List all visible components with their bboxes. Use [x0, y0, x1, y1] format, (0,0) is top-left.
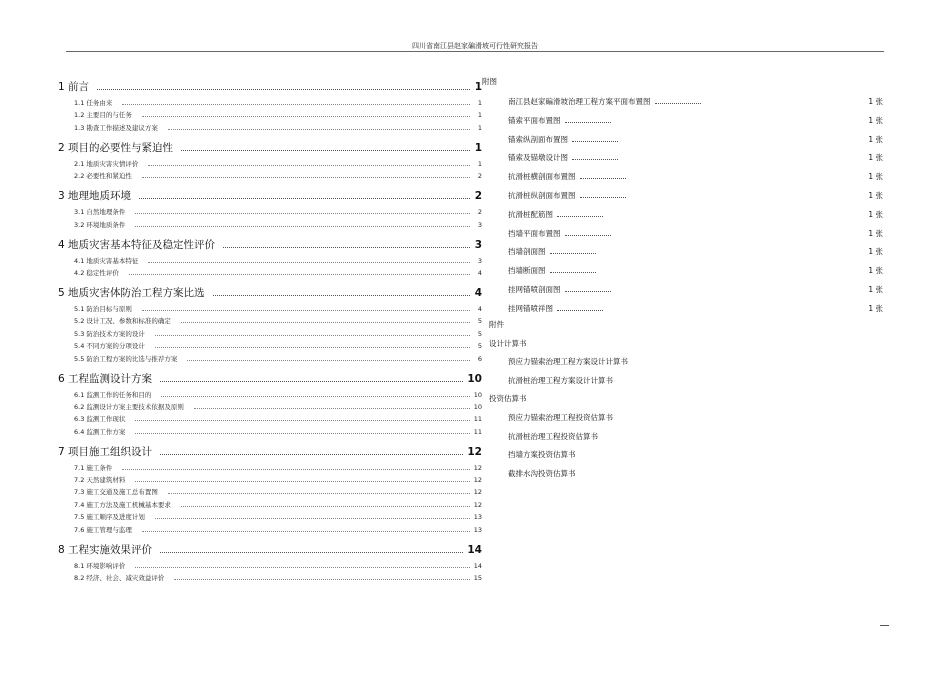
attached-figures-list	[508, 96, 883, 322]
toc-section[interactable]	[58, 525, 482, 534]
toc-chapter-page: 4	[474, 286, 482, 299]
toc-section-title: 1.3 勘查工作描述及建议方案	[74, 123, 158, 132]
toc-leader	[135, 225, 470, 227]
toc-section-title: 7.6 施工管理与监理	[74, 525, 132, 534]
toc-section-page: 12	[473, 476, 482, 485]
figure-count: 1 张	[868, 115, 883, 125]
toc-chapter-title: 8 工程实施效果评价	[58, 543, 153, 556]
attached-figure-item[interactable]	[508, 246, 883, 265]
toc-chapter[interactable]	[58, 542, 482, 554]
toc-chapter[interactable]	[58, 285, 482, 297]
figure-count: 1 张	[868, 209, 883, 219]
toc-section-page: 11	[473, 415, 482, 424]
figure-count: 1 张	[868, 134, 883, 144]
toc-section-title: 5.5 防治工程方案的比选与推荐方案	[74, 354, 178, 363]
attached-figure-item[interactable]	[508, 228, 883, 247]
toc-section-page: 4	[477, 268, 482, 277]
toc-section-title: 8.1 环境影响评价	[74, 561, 126, 570]
toc-section[interactable]	[58, 220, 482, 229]
toc-leader	[142, 309, 470, 311]
table-of-contents	[58, 79, 482, 582]
toc-leader	[142, 530, 470, 532]
corner-mark	[880, 625, 889, 626]
figure-count: 1 张	[868, 97, 883, 106]
toc-chapter-page: 12	[467, 445, 482, 458]
appendix-item[interactable]: 截排水沟投资估算书	[508, 468, 576, 478]
toc-section-title: 4.1 地质灾害基本特征	[74, 256, 139, 265]
toc-section-page: 4	[477, 304, 482, 313]
figure-count: 1 张	[868, 247, 883, 257]
figure-leader	[580, 196, 626, 198]
toc-section-page: 5	[477, 329, 482, 338]
toc-leader	[223, 246, 470, 248]
appendix-item[interactable]: 预应力锚索治理工程投资估算书	[508, 412, 613, 422]
toc-section-title: 2.1 地质灾害灾情评价	[74, 159, 139, 168]
appendix-group-title: 投资估算书	[489, 394, 527, 404]
toc-section-page: 2	[477, 208, 482, 217]
toc-section[interactable]	[58, 171, 482, 180]
toc-section-title: 6.4 监测工作方案	[74, 427, 126, 436]
toc-leader	[135, 419, 469, 421]
toc-chapter[interactable]	[58, 79, 482, 91]
attached-figure-item[interactable]	[508, 190, 883, 209]
figure-count: 1 张	[868, 228, 883, 238]
toc-chapter-title: 4 地质灾害基本特征及稳定性评价	[58, 238, 216, 251]
toc-chapter[interactable]	[58, 371, 482, 383]
appendix-section	[489, 319, 628, 486]
toc-section[interactable]	[58, 573, 482, 582]
toc-section-page: 5	[477, 317, 482, 326]
toc-chapter[interactable]	[58, 140, 482, 152]
toc-section[interactable]	[58, 110, 482, 119]
toc-section-title: 5.4 不同方案的分项设计	[74, 342, 145, 351]
appendix-group-title: 设计计算书	[489, 338, 527, 348]
attached-figure-item[interactable]	[508, 115, 883, 134]
toc-section-title: 1.1 任务由来	[74, 99, 113, 107]
header-rule	[66, 51, 884, 52]
figure-count: 1 张	[868, 172, 883, 182]
toc-leader	[168, 492, 470, 494]
figure-leader	[572, 140, 618, 142]
toc-section-page: 1	[477, 111, 482, 120]
toc-section-page: 1	[477, 123, 482, 132]
toc-section-page: 5	[477, 342, 482, 351]
toc-leader	[122, 103, 470, 105]
toc-section-page: 14	[473, 561, 482, 570]
figure-title: 挡墙平面布置图	[508, 228, 561, 238]
toc-leader	[155, 346, 470, 348]
toc-chapter-title: 3 地理地质环境	[58, 190, 132, 203]
toc-leader	[174, 578, 469, 580]
toc-section-title: 2.2 必要性和紧迫性	[74, 172, 132, 181]
toc-chapter[interactable]	[58, 188, 482, 203]
toc-leader	[122, 468, 469, 470]
figure-leader	[572, 158, 618, 160]
toc-chapter-title: 2 项目的必要性与紧迫性	[58, 141, 174, 154]
figure-title: 锚索平面布置图	[508, 115, 561, 125]
figure-title: 抗滑桩纵剖面布置图	[508, 190, 576, 200]
toc-section-page: 1	[477, 159, 482, 168]
toc-section-title: 7.4 施工方法及施工机械基本要求	[74, 500, 171, 509]
figure-count: 1 张	[868, 153, 883, 163]
attached-figure-item[interactable]	[508, 96, 883, 115]
figure-title: 挡墙断面图	[508, 266, 546, 276]
toc-section[interactable]	[58, 512, 482, 521]
toc-leader	[160, 453, 463, 455]
toc-section-title: 5.1 防治目标与原则	[74, 304, 132, 313]
toc-section[interactable]	[58, 561, 482, 570]
toc-section-page: 3	[477, 220, 482, 229]
toc-section[interactable]	[58, 475, 482, 484]
figure-leader	[655, 102, 701, 104]
toc-section[interactable]	[58, 256, 482, 265]
toc-section-page: 12	[473, 463, 482, 472]
figure-leader	[565, 121, 611, 123]
figure-count: 1 张	[868, 266, 883, 276]
page-header: 四川省南江县赵家碥滑坡可行性研究报告	[412, 42, 538, 50]
figure-leader	[550, 252, 596, 254]
toc-leader	[194, 407, 470, 409]
attached-figure-item[interactable]	[508, 284, 883, 303]
toc-leader	[142, 115, 470, 117]
toc-chapter[interactable]	[58, 237, 482, 249]
figure-count: 1 张	[868, 284, 883, 294]
figure-title: 抗滑桩横剖面布置图	[508, 172, 576, 182]
toc-section[interactable]	[58, 427, 482, 436]
appendix-item[interactable]: 预应力锚索治理工程方案设计计算书	[508, 357, 628, 367]
figure-title: 锚索及锚墩设计图	[508, 153, 568, 163]
toc-section[interactable]	[58, 159, 482, 168]
toc-leader	[181, 149, 470, 151]
toc-section[interactable]	[58, 414, 482, 423]
toc-chapter-page: 2	[474, 190, 482, 203]
toc-leader	[135, 480, 469, 482]
toc-section-page: 10	[473, 390, 482, 399]
toc-section-page: 11	[473, 427, 482, 436]
attached-figure-item[interactable]	[508, 171, 883, 190]
toc-section[interactable]	[58, 316, 482, 325]
attached-figure-item[interactable]	[508, 265, 883, 284]
toc-leader	[139, 197, 470, 199]
toc-chapter[interactable]	[58, 444, 482, 456]
toc-chapter-page: 1	[474, 81, 482, 93]
toc-section-page: 13	[473, 513, 482, 522]
toc-leader	[148, 164, 470, 166]
toc-leader	[181, 505, 470, 507]
toc-leader	[187, 359, 470, 361]
figure-title: 挂网锚喷祥图	[508, 303, 553, 313]
toc-section-page: 3	[477, 256, 482, 265]
toc-section-title: 6.2 监测设计方案主要技术依据及原则	[74, 402, 184, 411]
toc-leader	[161, 395, 469, 397]
toc-section[interactable]	[58, 268, 482, 277]
toc-leader	[181, 321, 470, 323]
toc-section[interactable]	[58, 123, 482, 132]
appendix-heading: 附件	[489, 320, 504, 329]
toc-section[interactable]	[58, 390, 482, 399]
toc-leader	[155, 517, 470, 519]
toc-leader	[160, 551, 463, 553]
toc-leader	[135, 432, 469, 434]
toc-chapter-title: 7 项目施工组织设计	[58, 445, 153, 458]
toc-leader	[155, 334, 470, 336]
toc-chapter-page: 14	[467, 543, 482, 556]
toc-leader	[129, 273, 470, 275]
appendix-item[interactable]: 抗滑桩治理工程方案设计计算书	[508, 375, 613, 385]
toc-section-title: 8.2 经济、社会、减灾效益评价	[74, 574, 165, 583]
toc-section-page: 6	[477, 354, 482, 363]
figure-leader	[557, 309, 603, 311]
toc-section[interactable]	[58, 304, 482, 313]
toc-section-title: 5.3 防治技术方案的设计	[74, 329, 145, 338]
figure-title: 抗滑桩配筋图	[508, 209, 553, 219]
toc-section-title: 3.1 自然地理条件	[74, 208, 126, 217]
toc-leader	[160, 380, 463, 382]
toc-leader	[135, 212, 470, 214]
figure-leader	[580, 177, 626, 179]
appendix-item[interactable]: 挡墙方案投资估算书	[508, 450, 576, 460]
toc-section[interactable]	[58, 500, 482, 509]
toc-section-title: 3.2 环境地质条件	[74, 220, 126, 229]
figure-title: 南江县赵家碥滑坡治理工程方案平面布置图	[508, 97, 651, 106]
figure-count: 1 张	[868, 190, 883, 200]
attached-figure-item[interactable]	[508, 134, 883, 153]
toc-section-page: 1	[477, 99, 482, 107]
toc-chapter-page: 1	[474, 141, 482, 154]
figure-leader	[565, 290, 611, 292]
toc-chapter-title: 5 地质灾害体防治工程方案比选	[58, 286, 205, 299]
attached-figure-item[interactable]	[508, 209, 883, 228]
toc-section-title: 7.1 施工条件	[74, 463, 113, 472]
figure-title: 挂网锚喷剖面图	[508, 284, 561, 294]
toc-section-title: 7.3 施工交通及施工总布置图	[74, 488, 158, 497]
toc-chapter-title: 1 前言	[58, 81, 90, 93]
toc-section-page: 12	[473, 500, 482, 509]
toc-section-title: 7.5 施工顺序及进度计划	[74, 513, 145, 522]
toc-chapter-page: 10	[467, 372, 482, 385]
toc-section-page: 13	[473, 525, 482, 534]
toc-leader	[213, 294, 470, 296]
toc-leader	[135, 566, 469, 568]
toc-section-page: 15	[473, 574, 482, 583]
toc-section-title: 7.2 天然建筑材料	[74, 476, 126, 485]
toc-section-page: 12	[473, 488, 482, 497]
toc-section-page: 2	[477, 172, 482, 181]
toc-chapter-title: 6 工程监测设计方案	[58, 372, 153, 385]
figure-leader	[565, 234, 611, 236]
toc-section[interactable]	[58, 329, 482, 338]
toc-section-title: 1.2 主要目的与任务	[74, 111, 132, 120]
figure-leader	[557, 215, 603, 217]
figure-title: 锚索纵剖面布置图	[508, 134, 568, 144]
toc-section[interactable]	[58, 98, 482, 107]
toc-section-page: 10	[473, 402, 482, 411]
toc-leader	[148, 261, 470, 263]
toc-section-title: 5.2 设计工况、参数和标准的确定	[74, 317, 171, 326]
figure-leader	[550, 271, 596, 273]
toc-section[interactable]	[58, 487, 482, 496]
figure-title: 挡墙剖面图	[508, 247, 546, 257]
toc-leader	[142, 176, 470, 178]
toc-leader	[168, 128, 470, 130]
toc-leader	[97, 88, 470, 90]
toc-section-title: 4.2 稳定性评价	[74, 268, 119, 277]
toc-section-title: 6.1 监测工作的任务和目的	[74, 390, 152, 399]
toc-section-title: 6.3 监测工作现状	[74, 415, 126, 424]
toc-section[interactable]	[58, 354, 482, 363]
appendix-item[interactable]: 抗滑桩治理工程投资估算书	[508, 431, 598, 441]
toc-section[interactable]	[58, 463, 482, 472]
attached-figures-heading: 附图	[482, 77, 497, 86]
figure-count: 1 张	[868, 303, 883, 313]
toc-section[interactable]	[58, 341, 482, 350]
toc-chapter-page: 3	[474, 238, 482, 251]
toc-section[interactable]	[58, 207, 482, 216]
attached-figure-item[interactable]	[508, 152, 883, 171]
toc-section[interactable]	[58, 402, 482, 411]
